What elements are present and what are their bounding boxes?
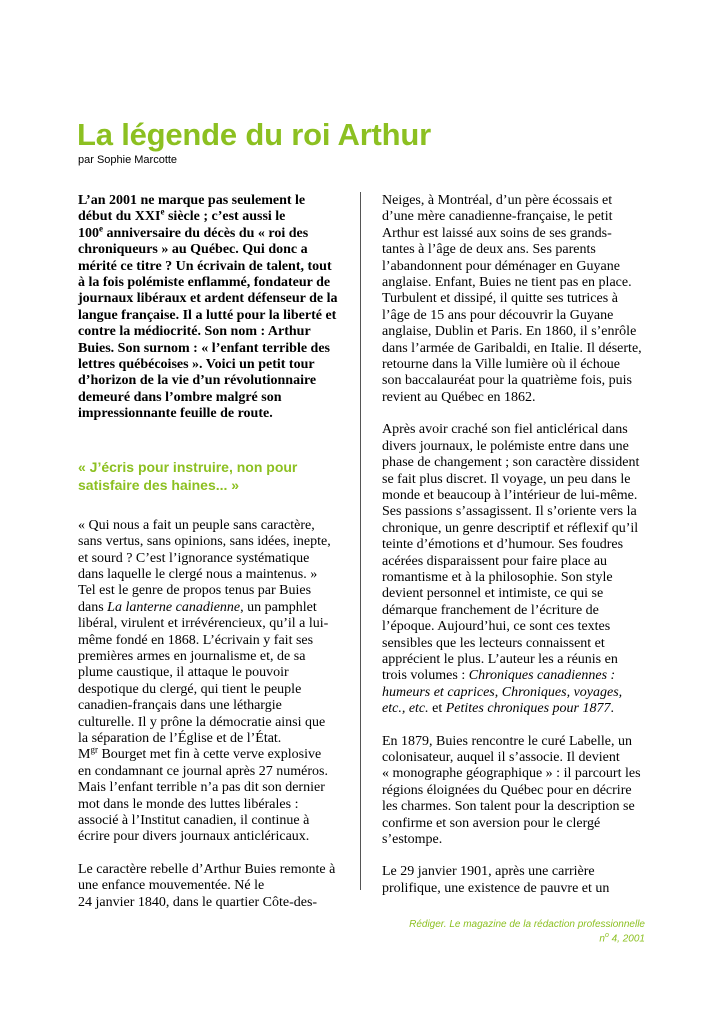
text-line: romantisme et à la philosophie. Son style [382,569,613,585]
byline: par Sophie Marcotte [78,154,178,166]
text-line: anglaise. Enfant, Buies ne tient pas en place. [382,275,632,291]
text-line: à la fois polémiste enflammé, fondateur de [78,275,331,291]
text-line: 24 janvier 1840, dans le quartier Côte-des- [78,894,318,910]
text-line: s’estompe. [382,832,443,848]
text-line: tantes à l’âge de deux ans. Ses parents [382,242,596,258]
text-line: Mais l’enfant terrible n’a pas dit son dernier [78,780,325,796]
text-line: Le 29 janvier 1901, après une carrière [382,864,595,880]
text-line: les charmes. Son talent pour la description se [382,799,635,815]
text-line: apprécient le plus. L’auteur les a réunis en [382,651,618,667]
text-line: l’abandonnent pour déménager en Guyane [382,258,620,274]
text-line: trois volumes : Chroniques canadiennes : [382,668,616,684]
text-line: sensibles que les lecteurs connaissent et [382,635,605,651]
intro-paragraph [78,193,336,423]
body-paragraph [78,518,336,846]
text-line: Neiges, à Montréal, d’un père écossais et [382,193,613,208]
text-line: retourne dans la Ville lumière où il échoue [382,357,620,373]
text-line: Tel est le genre de propos tenus par Buies [78,583,312,599]
body-paragraph [382,193,640,406]
text-line: associé à l’Institut canadien, il continue à [78,813,310,828]
text-line: « Qui nous a fait un peuple sans caractère, [78,517,315,533]
text-line: la séparation de l’Église et de l’État. [78,730,282,746]
text-line: journaux libéraux et ardent défenseur de la [78,291,338,307]
text-line: écrire pour divers journaux anticléricaux. [78,829,310,845]
text-line: sans vertus, sans opinions, sans idées, inepte, [78,534,331,550]
text-line: « monographe géographique » : il parcourt les [382,766,641,782]
text-line: se fait plus discret. Il voyage, un peu dans le [382,471,631,487]
text-line: dans laquelle le clergé nous a maintenus. » [78,566,318,582]
text-line: Après avoir craché son fiel anticlérical dans [382,422,628,438]
text-line: Le caractère rebelle d’Arthur Buies remonte à [78,861,336,877]
text-line: chronique, un genre descriptif et réflexif qu’il [382,520,639,536]
text-line: son baccalauréat pour la quatrième fois, puis [382,373,632,389]
text-line: humeurs et caprices, Chroniques, voyages, [382,684,623,700]
column-divider [360,192,361,890]
text-line: anglaise, Dublin et Paris. En 1860, il s’enrôle [382,324,637,340]
text-line: revient au Québec en 1862. [382,389,536,405]
text-line: début du XXIe siècle ; c’est aussi le [78,206,286,225]
text-line: prolifique, une existence de pauvre et un [382,880,610,896]
text-line: même fondé en 1868. L’écrivain y fait ses [78,632,314,648]
text-line: devient personnel et intimiste, ce qui se [382,586,604,602]
text-line: En 1879, Buies rencontre le curé Labelle, un [382,733,632,749]
body-paragraph [78,862,336,911]
text-line: impressionnante feuille de route. [78,406,273,422]
text-line: culturelle. Il y prône la démocratie ainsi que [78,714,326,730]
text-line: langue française. Il a lutté pour la liberté et [78,307,337,323]
article-title: La légende du roi Arthur [77,117,432,152]
text-line: Turbulent et dissipé, il quitte ses tutrices à [382,291,618,307]
body-paragraph [382,864,640,897]
text-line: $M^{gr}$ Bourget met fin à cette verve explosive [78,744,322,763]
text-line: Buies. Son surnom : « l’enfant terrible des [78,340,330,356]
left-column-body [78,518,336,911]
text-line: canadien-français dans une léthargie [78,698,282,714]
body-paragraph [382,422,640,717]
text-line: plume caustique, il attaque le pouvoir [78,665,289,681]
text-line: etc., etc. et Petites chroniques pour 1877. [382,701,614,717]
text-line: l’âge de 15 ans pour découvrir la Guyane [382,307,614,323]
right-column [382,193,640,897]
left-column [78,193,336,911]
text-line: d’une mère canadienne-française, le petit [382,209,613,225]
text-line: teinte d’émotions et d’humour. Ses foudres [382,537,624,553]
text-line: chroniqueurs » au Québec. Qui donc a [78,242,308,258]
section-subheading: « J’écris pour instruire, non pour satisfaire des haines... » [78,458,298,493]
text-line: dans La lanterne canadienne, un pamphlet [78,599,317,615]
text-line: lettres québécoises ». Voici un petit tour [78,357,315,373]
text-line: divers journaux, le polémiste entre dans une [382,438,629,454]
text-line: contre la médiocrité. Son nom : Arthur [78,324,311,340]
footer-magazine: Rédiger. Le magazine de la rédaction professionnelle [409,919,645,930]
text-line: et sourd ? C’est l’ignorance systématique [78,550,310,566]
text-line: en condamnant ce journal après 27 numéros. [78,763,328,779]
text-line: Arthur est laissé aux soins de ses grands- [382,225,612,241]
text-line: colonisateur, auquel il s’associe. Il devient [382,750,620,765]
text-line: libéral, virulent et irrévérencieux, qu’il a lui- [78,616,329,632]
footer-issue: $n^o$ 4, 2001 [599,932,645,945]
text-line: phase de changement ; son caractère dissident [382,455,640,471]
text-line: 100e anniversaire du décès du « roi des [78,223,309,241]
text-line: mérité ce titre ? Un écrivain de talent, tout [78,258,332,274]
text-line: L’an 2001 ne marque pas seulement le [78,193,306,208]
text-line: despotique du clergé, qui tient le peuple [78,681,302,697]
body-paragraph [382,734,640,849]
text-line: Ses passions s’assagissent. Il s’oriente vers la [382,504,637,520]
right-column-body [382,193,640,897]
text-line: l’époque. Aujourd’hui, ce sont ces textes [382,619,611,635]
footer [409,919,645,944]
text-line: une enfance mouvementée. Né le [78,878,265,894]
text-line: d’horizon de la vie d’un révolutionnaire [78,373,317,389]
text-line: régions éloignées du Québec pour en décrire [382,782,632,798]
text-line: demeuré dans l’ombre malgré son [78,389,282,405]
text-line: dans l’armée de Garibaldi, en Italie. Il déserte, [382,340,642,356]
text-line: premières armes en journalisme et, de sa [78,648,306,664]
text-line: confirme et son aversion pour le clergé [382,815,601,831]
text-line: mot dans le monde des luttes libérales : [78,796,299,812]
text-line: acérées disparaissent pour faire place au [382,553,608,569]
text-line: monde et beaucoup à l’intérieur de lui-même. [382,487,638,503]
text-line: démarque franchement de l’écriture de [382,602,599,618]
